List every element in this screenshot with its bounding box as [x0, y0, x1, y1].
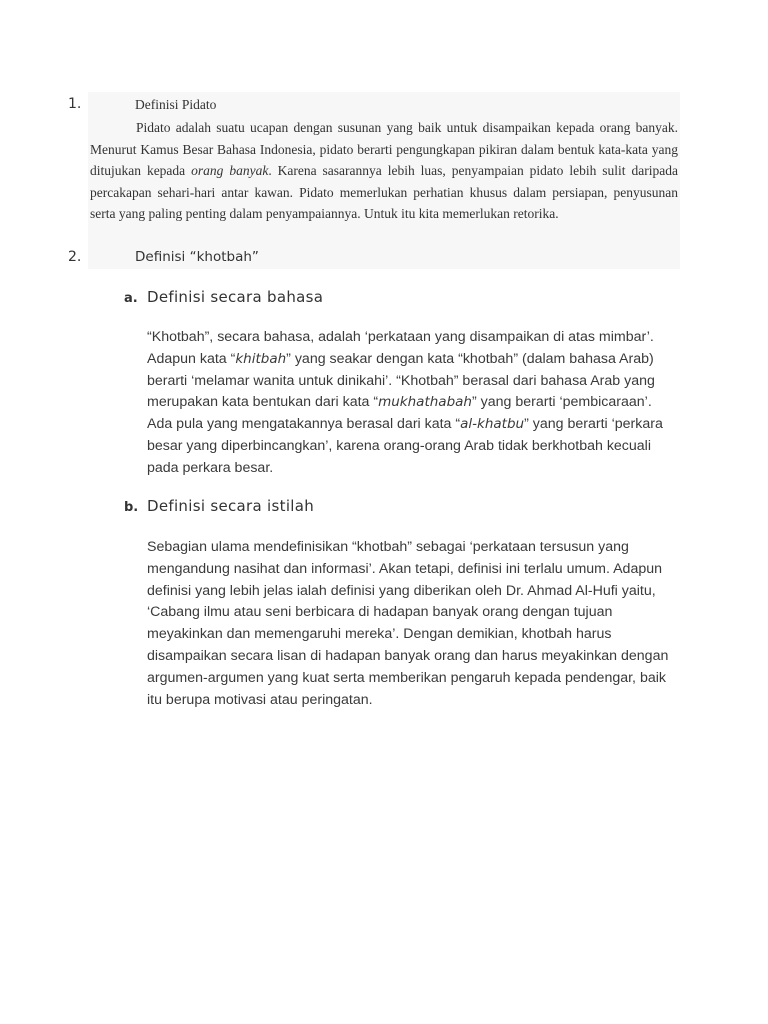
term-khitbah: khitbah [235, 350, 287, 367]
bahasa-text-3: ” yang berarti ‘pembicaraan’. Ada pula yang mengatakannya berasal dari kata “ [147, 394, 652, 433]
bahasa-text-4: ” yang berarti ‘perkara besar yang diperbincangkan’, karena orang-orang Arab tidak berkhotbah kecuali pada perkara besar. [147, 416, 663, 476]
section-title-definisi-khotbah: Definisi “khotbah” [135, 249, 259, 265]
sub-title-secara-istilah: Definisi secara istilah [147, 497, 315, 515]
pidato-italic-term: orang banyak [191, 163, 269, 179]
istilah-paragraph: Sebagian ulama mendefinisikan “khotbah” sebagai ‘perkataan tersusun yang mengandung nasihat dan informasi’. Akan tetapi, definisi ini terlalu umum. Adapun definisi yang lebih jelas ialah definisi yang diberikan oleh Dr. Ahmad Al-Hufi yaitu, ‘Cabang ilmu atau seni berbicara di hadapan banyak orang dengan tujuan meyakinkan dan memengaruhi mereka’. Dengan demikian, khotbah harus disampaikan secara lisan di hadapan banyak orang dan harus meyakinkan dengan argumen-argumen yang kuat serta memberikan pengaruh kepada pendengar, baik itu berupa motivasi atau peringatan. [147, 539, 669, 708]
bahasa-text-1: “Khotbah”, secara bahasa, adalah ‘perkataan yang disampaikan di atas mimbar’. Adapun kata “ [147, 329, 654, 367]
list-number-1: 1. [68, 96, 82, 112]
pidato-paragraph [90, 117, 678, 225]
sub-letter-b: b. [124, 500, 139, 515]
section-title-definisi-pidato: Definisi Pidato [135, 97, 217, 112]
term-al-khatbu: al-khatbu [460, 416, 525, 433]
bahasa-paragraph [147, 327, 672, 480]
pidato-text-part-2: . Karena sasarannya lebih luas, penyampaian pidato lebih sulit daripada percakapan sehari-hari antar kawan. Pidato memerlukan perhatian khusus dalam persiapan, penyusunan serta yang paling penting dalam penyampaiannya. Untuk itu kita memerlukan retorika. [90, 163, 678, 222]
sub-letter-a: a. [124, 291, 138, 306]
sub-title-secara-bahasa: Definisi secara bahasa [147, 288, 324, 306]
term-mukhathabah: mukhathabah [378, 394, 472, 411]
bahasa-text-2: ” yang seakar dengan kata “khotbah” (dalam bahasa Arab) berarti ‘melamar wanita untuk dinikahi’. “Khotbah” berasal dari bahasa Arab yang merupakan kata bentukan dari kata “ [147, 350, 655, 411]
pidato-text-part-1: Pidato adalah suatu ucapan dengan susunan yang baik untuk disampaikan kepada orang banyak. Menurut Kamus Besar Bahasa Indonesia, pidato berarti pengungkapan pikiran dalam bentuk kata-kata yang ditujukan kepada [90, 120, 678, 179]
list-number-2: 2. [68, 249, 82, 265]
